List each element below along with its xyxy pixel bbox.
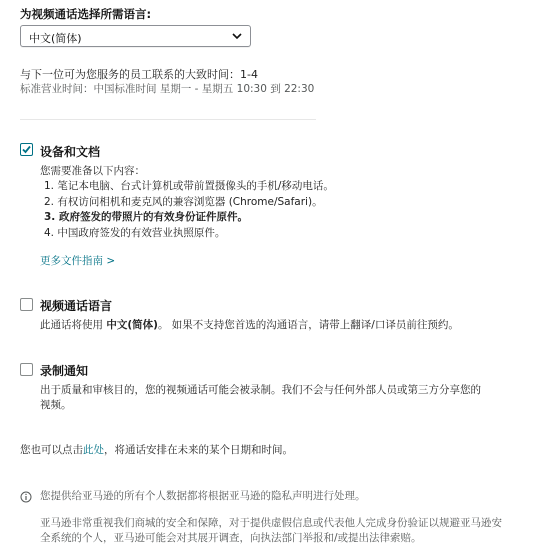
schedule-link[interactable]: 此处 [83,444,104,456]
video-language-desc-pre: 此通话将使用 [40,319,107,331]
language-select[interactable] [20,25,251,47]
security-line-1: 亚马逊非常重视我们商城的安全和保障，对于提供虚假信息或代表他人完成身份验证以规避亚马逊安 [40,517,502,529]
video-language-desc [40,318,459,334]
privacy-text: 您提供给亚马逊的所有个人数据都将根据亚马逊的隐私声明进行处理。 [40,490,366,502]
devices-item-1: 1. 笔记本电脑、台式计算机或带前置摄像头的手机/移动电话。 [44,180,334,192]
video-language-title: 视频通话语言 [40,299,113,313]
wait-time-text: 与下一位可为您服务的员工联系的大致时间：1-4 [20,68,258,81]
business-hours-text: 标准营业时间：中国标准时间 星期一 - 星期五 10:30 到 22:30 [20,83,315,95]
video-language-checkbox[interactable] [20,298,33,311]
recording-title: 录制通知 [40,364,89,378]
video-language-desc-lang: 中文(简体) [106,319,158,331]
devices-item-2: 2. 有权访问相机和麦克风的兼容浏览器 (Chrome/Safari)。 [44,196,323,208]
devices-checkbox[interactable] [20,143,33,156]
recording-desc-line2: 视频。 [40,399,72,411]
schedule-pre: 您也可以点击 [20,444,83,456]
language-label: 为视频通话选择所需语言: [20,7,152,21]
devices-title: 设备和文档 [40,145,101,159]
divider [20,119,316,120]
video-language-desc-post: 。 如果不支持您首选的沟通语言，请带上翻译/口译员前往预约。 [157,319,459,331]
schedule-post: ，将通话安排在未来的某个日期和时间。 [104,444,293,456]
devices-item-3: 3. 政府签发的带照片的有效身份证件原件。 [44,211,248,223]
devices-item-4: 4. 中国政府签发的有效营业执照原件。 [44,227,226,239]
checkmark-icon [21,144,32,155]
more-docs-link[interactable]: 更多文件指南 > [40,255,116,267]
security-line-2: 全系统的个人，亚马逊可能会对其展开调查，向执法部门举报和/或提出法律索赔。 [40,532,422,544]
info-icon [20,491,32,503]
language-select-value: 中文(简体) [29,32,82,45]
schedule-text [20,443,293,459]
recording-desc-line1: 出于质量和审核目的，您的视频通话可能会被录制。我们不会与任何外部人员或第三方分享您的 [40,384,481,396]
chevron-down-icon [230,29,244,43]
recording-checkbox[interactable] [20,363,33,376]
devices-intro: 您需要准备以下内容： [40,165,145,177]
